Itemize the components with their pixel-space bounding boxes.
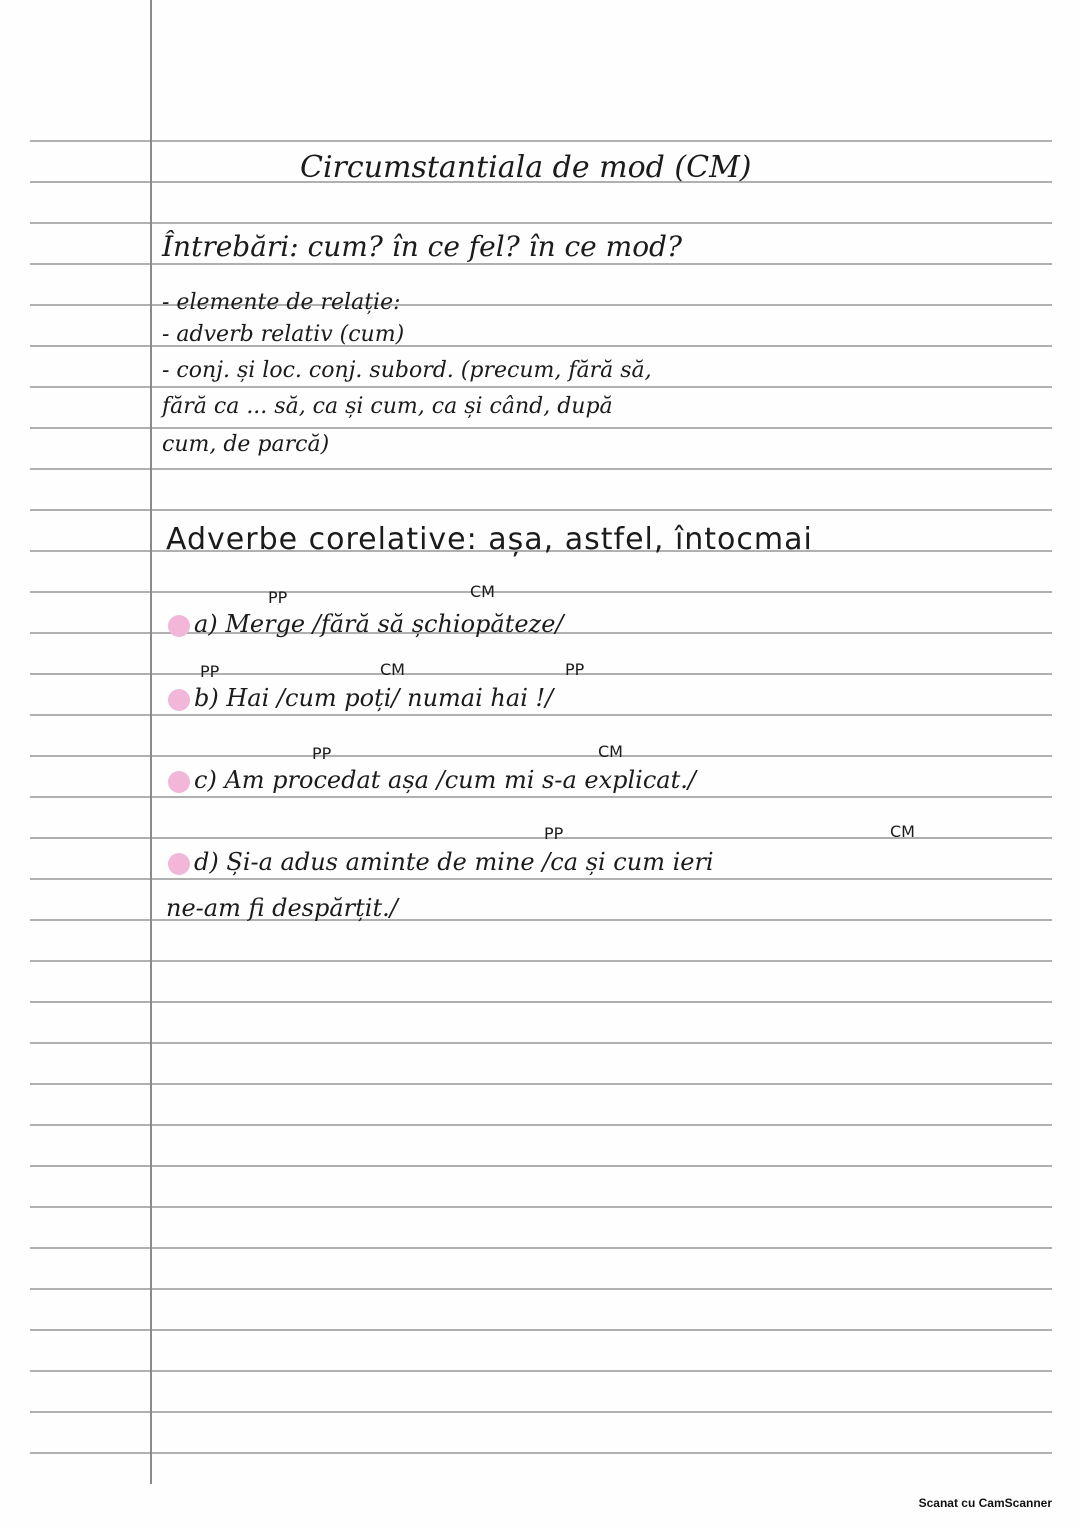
example-text: Merge /fără să șchiopăteze/ [225, 610, 564, 638]
relation-item: - adverb relativ (cum) [162, 322, 405, 347]
scanner-watermark: Scanat cu CamScanner [918, 1496, 1052, 1510]
example-c [168, 766, 696, 794]
ruled-line [30, 1042, 1052, 1044]
example-text: Și-a adus aminte de mine /ca și cum ieri [226, 848, 714, 876]
ruled-line [30, 1452, 1052, 1454]
ruled-line [30, 1329, 1052, 1331]
ruled-line [30, 427, 1052, 429]
ruled-line [30, 1083, 1052, 1085]
example-prefix: c) [194, 766, 217, 794]
ruled-line [30, 1124, 1052, 1126]
page-title: Circumstantiala de mod (CM) [300, 150, 752, 185]
example-text: Am procedat așa /cum mi s-a explicat./ [224, 766, 696, 794]
label-cm: CM [598, 742, 623, 761]
correlative-heading: Adverbe corelative: așa, astfel, întocmai [166, 522, 813, 557]
margin-line [150, 0, 152, 1484]
ruled-line [30, 386, 1052, 388]
label-pp: PP [565, 660, 585, 679]
ruled-line [30, 263, 1052, 265]
label-pp: PP [312, 744, 332, 763]
ruled-line [30, 1247, 1052, 1249]
ruled-line [30, 1411, 1052, 1413]
example-d [168, 848, 714, 876]
label-cm: CM [890, 822, 915, 841]
label-pp: PP [200, 662, 220, 681]
ruled-line [30, 222, 1052, 224]
ruled-line [30, 960, 1052, 962]
ruled-line [30, 1165, 1052, 1167]
example-b [168, 684, 553, 712]
example-d-continued: ne-am fi despărțit./ [166, 894, 398, 922]
questions-line: Întrebări: cum? în ce fel? în ce mod? [162, 230, 682, 263]
ruled-line [30, 591, 1052, 593]
ruled-line [30, 509, 1052, 511]
example-text: Hai /cum poți/ numai hai !/ [226, 684, 554, 712]
label-cm: CM [470, 582, 495, 601]
ruled-line [30, 1206, 1052, 1208]
label-pp: PP [544, 824, 564, 843]
relation-header: - elemente de relație: [162, 290, 401, 315]
ruled-line [30, 1370, 1052, 1372]
highlight-marker [168, 689, 190, 711]
example-a [168, 610, 564, 638]
example-prefix: a) [194, 610, 218, 638]
ruled-line [30, 673, 1052, 675]
ruled-line [30, 714, 1052, 716]
ruled-line [30, 755, 1052, 757]
highlight-marker [168, 615, 190, 637]
highlight-marker [168, 771, 190, 793]
relation-item: cum, de parcă) [162, 432, 330, 457]
label-pp: PP [268, 588, 288, 607]
relation-item: - conj. și loc. conj. subord. (precum, fără să, [162, 358, 652, 383]
example-prefix: d) [194, 848, 219, 876]
example-prefix: b) [194, 684, 219, 712]
ruled-line [30, 140, 1052, 142]
relation-item: fără ca ... să, ca și cum, ca și când, după [162, 394, 613, 419]
label-cm: CM [380, 660, 405, 679]
ruled-line [30, 468, 1052, 470]
ruled-line [30, 1001, 1052, 1003]
highlight-marker [168, 853, 190, 875]
ruled-line [30, 878, 1052, 880]
ruled-line [30, 796, 1052, 798]
ruled-line [30, 1288, 1052, 1290]
